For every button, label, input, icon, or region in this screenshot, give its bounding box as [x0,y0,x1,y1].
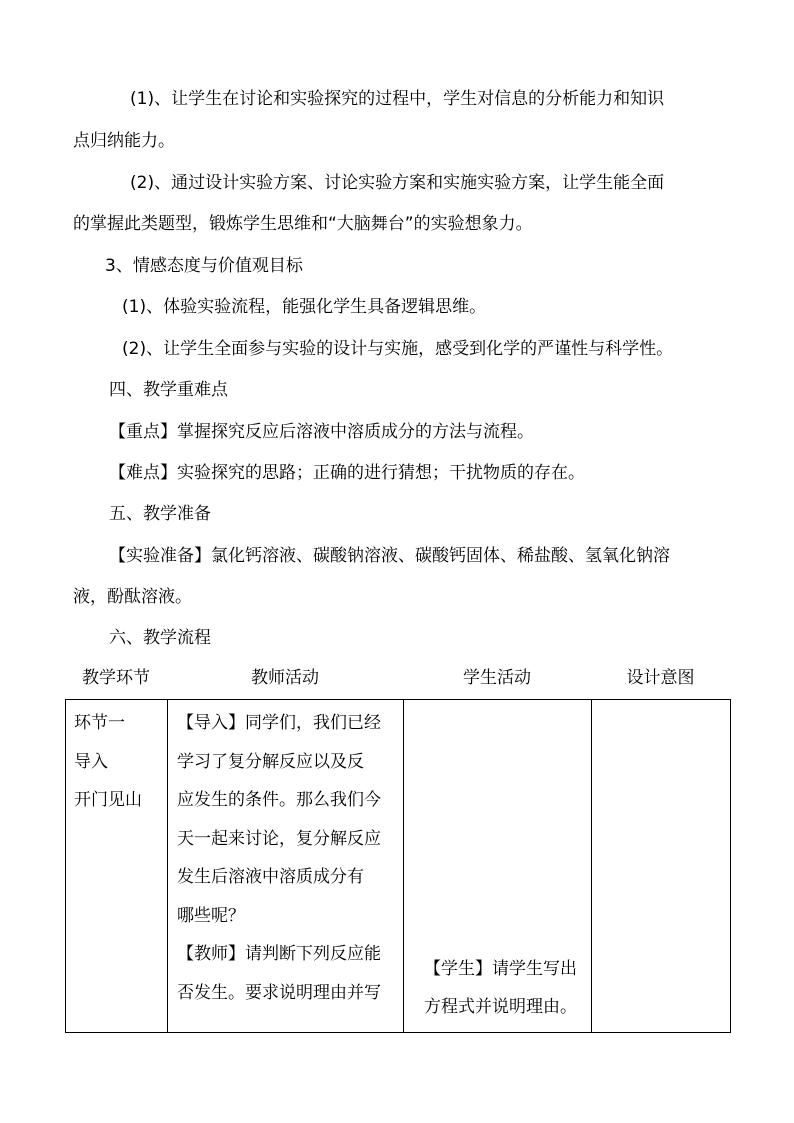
paragraph-skill-1-line-2: 点归纳能力。 [73,131,175,151]
teaching-flow-table [65,699,731,1033]
teacher-line: 应发生的条件。那么我们今 [177,790,381,810]
paragraph-skill-1-line-1: (1)、让学生在讨论和实验探究的过程中，学生对信息的分析能力和知识 [130,89,665,109]
cell-student-activity [404,700,592,1033]
section-heading-preparation: 五、教学准备 [109,504,211,524]
paragraph-difficulty: 【难点】实验探究的思路；正确的进行猜想；干扰物质的存在。 [109,463,585,483]
paragraph-skill-2-line-2: 的掌握此类题型，锻炼学生思维和“大脑舞台”的实验想象力。 [73,214,533,234]
paragraph-key-point: 【重点】掌握探究反应后溶液中溶质成分的方法与流程。 [109,422,534,442]
teacher-line: 发生后溶液中溶质成分有 [177,867,364,887]
paragraph-emotion-1: (1)、体验实验流程，能强化学生具备逻辑思维。 [122,297,487,317]
paragraph-preparation-line-2: 液，酚酞溶液。 [73,587,192,607]
paragraph-skill-2-line-1: (2)、通过设计实验方案、讨论实验方案和实施实验方案，让学生能全面 [130,173,665,193]
student-line: 【学生】请学生写出 [424,959,577,979]
stage-line: 开门见山 [74,790,142,810]
header-intent: 设计意图 [626,668,695,688]
teacher-line: 否发生。要求说明理由并写 [177,982,381,1003]
teacher-line: 哪些呢？ [177,905,245,926]
teacher-line: 【教师】请判断下列反应能 [177,944,381,964]
stage-line: 导入 [74,751,108,772]
header-stage: 教学环节 [82,668,150,688]
header-teacher: 教师活动 [251,668,319,688]
paragraph-preparation-line-1: 【实验准备】氯化钙溶液、碳酸钠溶液、碳酸钙固体、稀盐酸、氢氧化钠溶 [109,546,670,566]
teacher-line: 天一起来讨论，复分解反应 [177,828,381,849]
paragraph-emotion-2: (2)、让学生全面参与实验的设计与实施，感受到化学的严谨性与科学性。 [122,339,674,359]
section-heading-key-points: 四、教学重难点 [109,380,228,400]
stage-line: 环节一 [74,713,125,733]
cell-design-intent [592,700,731,1033]
cell-teacher-activity [168,700,404,1033]
student-line: 方程式并说明理由。 [424,997,577,1017]
cell-stage [66,700,168,1033]
section-heading-emotion: 3、情感态度与价值观目标 [105,256,303,276]
teacher-line: 学习了复分解反应以及反 [177,751,364,772]
table-row [66,700,731,1033]
header-student: 学生活动 [463,668,531,688]
teacher-line: 【导入】同学们，我们已经 [177,713,381,733]
section-heading-flow: 六、教学流程 [109,628,211,648]
